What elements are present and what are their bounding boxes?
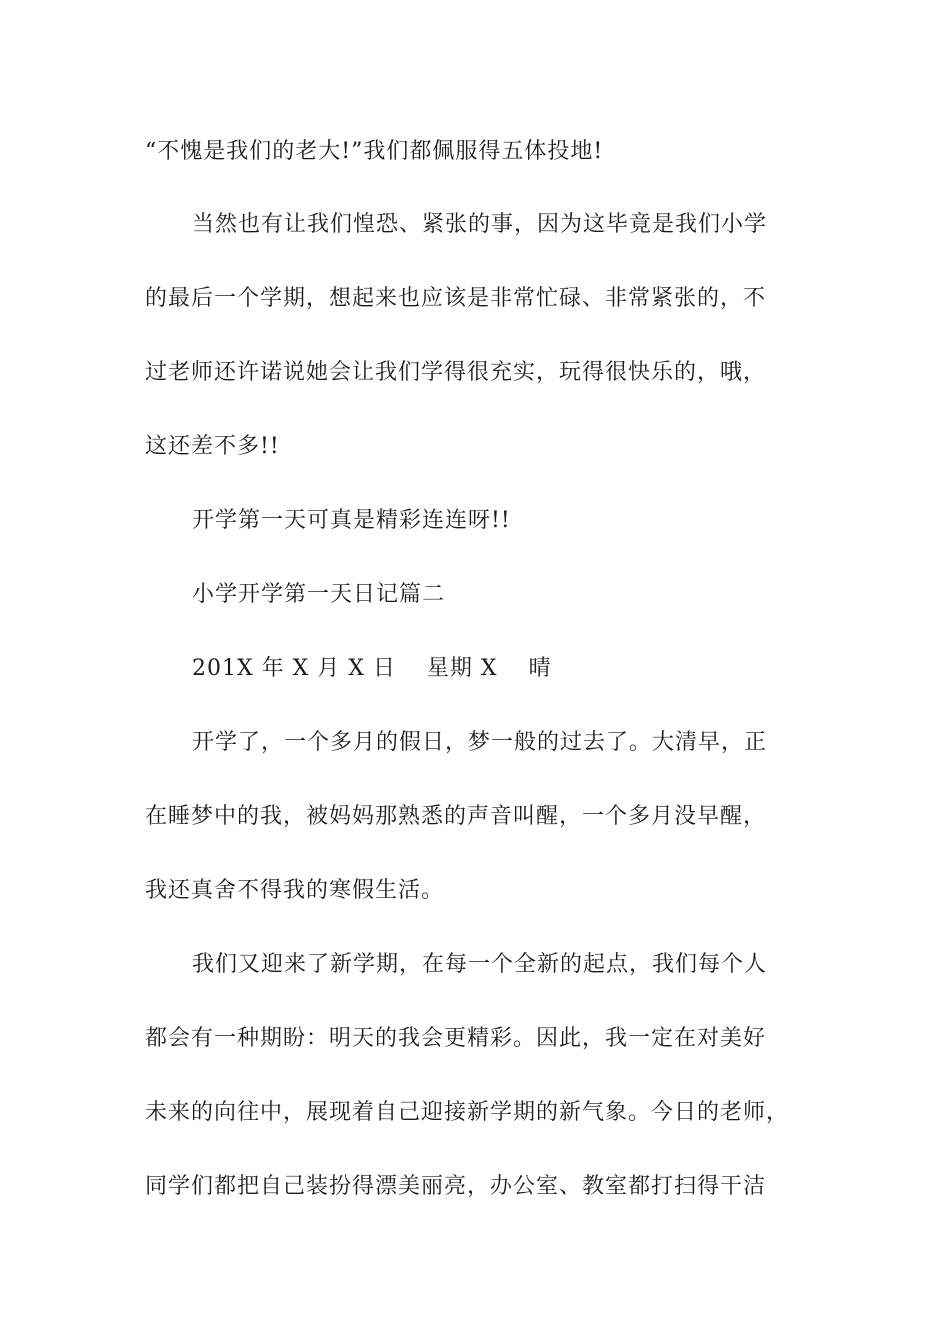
diary-date-line: 201X 年 X 月 X 日 星期 X 晴 [192,656,552,681]
text-line: 同学们都把自己装扮得漂美丽亮，办公室、教室都打扫得干洁 [145,1174,767,1199]
text-line: 未来的向往中，展现着自己迎接新学期的新气象。今日的老师， [145,1100,790,1125]
paragraph-start-line: 我们又迎来了新学期，在每一个全新的起点，我们每个人 [192,952,768,977]
paragraph-start-line: 当然也有让我们惶恐、紧张的事，因为这毕竟是我们小学 [192,212,768,237]
text-line: 我还真舍不得我的寒假生活。 [145,878,445,903]
text-line: 这还差不多!! [145,434,280,459]
text-line: 都会有一种期盼：明天的我会更精彩。因此，我一定在对美好 [145,1026,767,1051]
text-line: 在睡梦中的我，被妈妈那熟悉的声音叫醒，一个多月没早醒， [145,804,767,829]
text-line: 的最后一个学期，想起来也应该是非常忙碌、非常紧张的，不 [145,286,767,311]
text-line: “不愧是我们的老大!”我们都佩服得五体投地! [145,139,604,164]
section-heading: 小学开学第一天日记篇二 [192,582,446,607]
paragraph-start-line: 开学第一天可真是精彩连连呀!! [192,508,511,533]
text-line: 过老师还许诺说她会让我们学得很充实，玩得很快乐的，哦， [145,360,767,385]
paragraph-start-line: 开学了，一个多月的假日，梦一般的过去了。大清早，正 [192,730,768,755]
